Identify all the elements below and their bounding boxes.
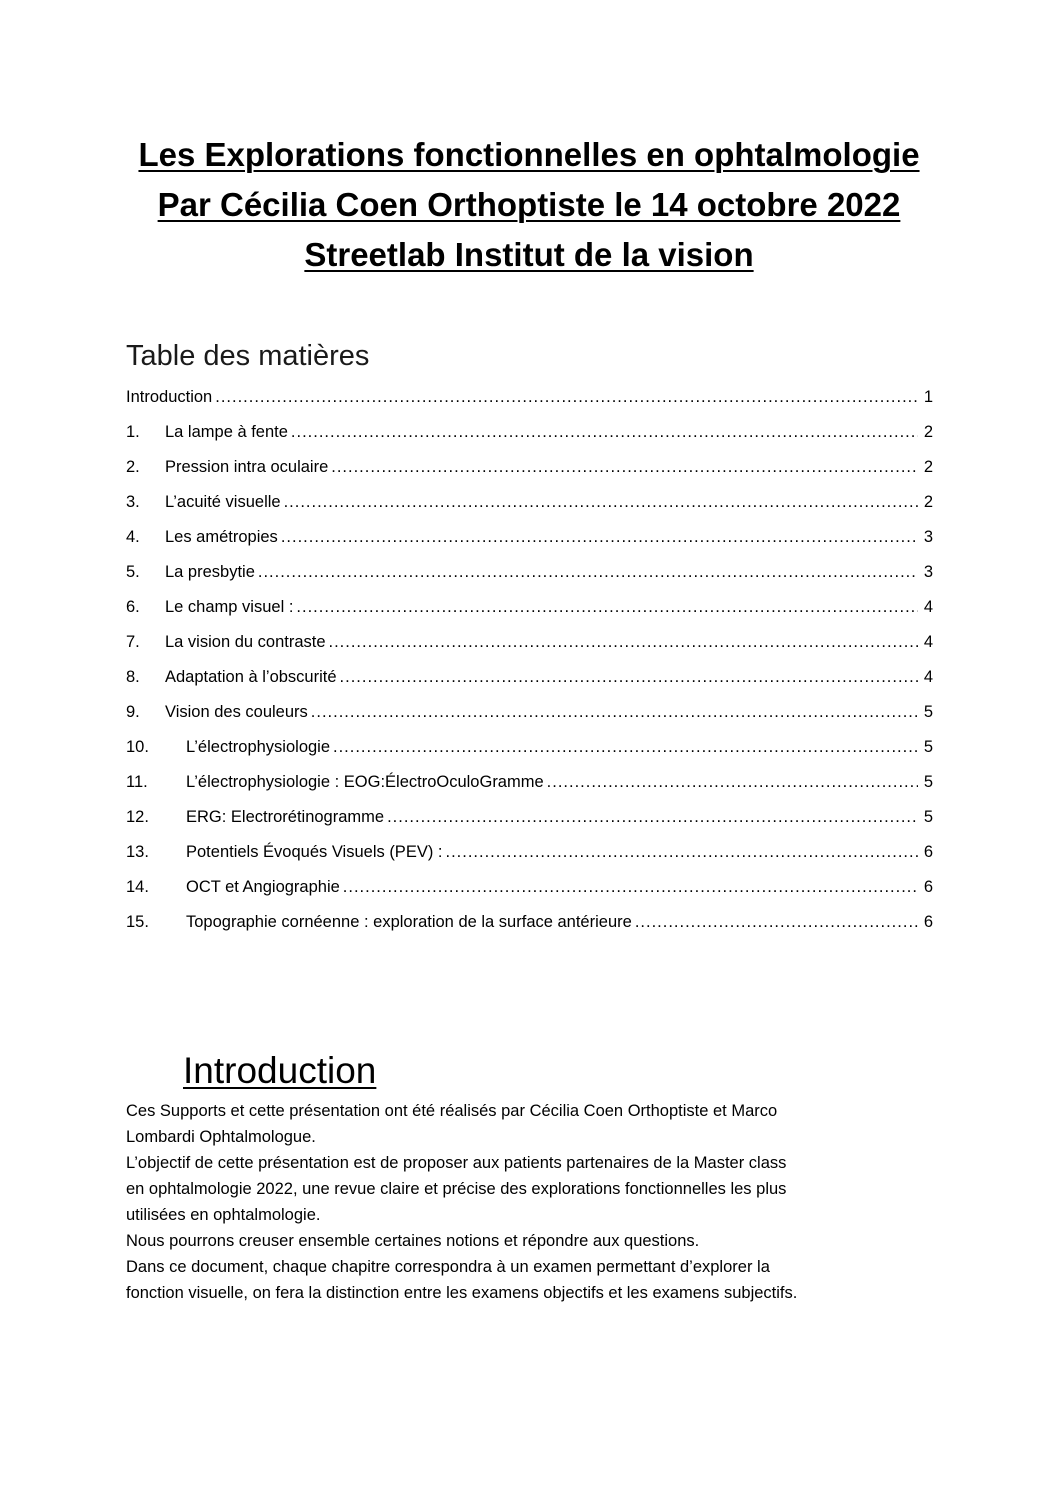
toc-entry-page: 2 [923, 493, 933, 511]
introduction-line: Ces Supports et cette présentation ont été réalisés par Cécilia Coen Orthoptiste et Marco [126, 1102, 778, 1120]
toc-entry-page: 4 [923, 598, 933, 616]
title-line-2: Par Cécilia Coen Orthoptiste le 14 octobre 2022 [157, 186, 901, 223]
toc-entry-number: 3. [126, 493, 140, 511]
toc-entry-label: Le champ visuel : [165, 598, 294, 616]
toc-dot-leader [547, 773, 918, 792]
toc-entry-page: 4 [923, 668, 933, 686]
toc-entry-5[interactable] [126, 555, 933, 590]
toc-dot-leader [329, 633, 918, 652]
toc-entry-6[interactable] [126, 590, 933, 625]
toc-entry-label: Vision des couleurs [165, 703, 308, 721]
toc-entry-page: 5 [923, 738, 933, 756]
toc-entry-label: L’acuité visuelle [165, 493, 281, 511]
toc-entry-14[interactable] [126, 870, 933, 905]
toc-entry-page: 6 [923, 878, 933, 896]
toc-entry-number: 11. [126, 773, 148, 791]
toc-entry-13[interactable] [126, 835, 933, 870]
toc-entry-label: ERG: Electrorétinogramme [186, 808, 385, 826]
introduction-line: Lombardi Ophtalmologue. [126, 1128, 316, 1146]
toc-dot-leader [284, 493, 918, 512]
toc-entry-label: L’électrophysiologie [186, 738, 331, 756]
introduction-line: en ophtalmologie 2022, une revue claire et précise des explorations fonctionnelles les plus [126, 1180, 787, 1198]
toc-entry-page: 4 [923, 633, 933, 651]
toc-entry-introduction[interactable] [126, 380, 933, 415]
toc-entry-number: 1. [126, 423, 140, 441]
title-line-3: Streetlab Institut de la vision [304, 236, 754, 273]
toc-entry-number: 12. [126, 808, 149, 826]
toc-entry-10[interactable] [126, 730, 933, 765]
introduction-line: utilisées en ophtalmologie. [126, 1206, 321, 1224]
toc-entry-page: 3 [923, 563, 933, 581]
introduction-body [126, 1098, 946, 1306]
toc-entry-8[interactable] [126, 660, 933, 695]
toc-entry-number: 10. [126, 738, 149, 756]
toc-entry-number: 14. [126, 878, 149, 896]
toc-entry-label: OCT et Angiographie [186, 878, 340, 896]
toc-entry-7[interactable] [126, 625, 933, 660]
toc-entry-page: 1 [923, 388, 933, 406]
introduction-line: Nous pourrons creuser ensemble certaines notions et répondre aux questions. [126, 1232, 700, 1250]
toc-dot-leader [311, 703, 918, 722]
toc-dot-leader [258, 563, 918, 582]
toc-dot-leader [333, 738, 918, 757]
toc-dot-leader [446, 843, 919, 862]
toc-entry-label: La lampe à fente [165, 423, 288, 441]
toc-dot-leader [281, 528, 918, 547]
toc-entry-page: 5 [923, 773, 933, 791]
title-line-1: Les Explorations fonctionnelles en ophtalmologie [138, 136, 920, 173]
introduction-line: L’objectif de cette présentation est de proposer aux patients partenaires de la Master class [126, 1154, 787, 1172]
toc-entry-page: 2 [923, 458, 933, 476]
toc-dot-leader [215, 388, 918, 407]
toc-dot-leader [296, 598, 918, 617]
toc-dot-leader [387, 808, 918, 827]
toc-entry-number: 9. [126, 703, 140, 721]
toc-entry-label: L’électrophysiologie : EOG:ÉlectroOculoGramme [186, 773, 544, 791]
introduction-line: Dans ce document, chaque chapitre correspondra à un examen permettant d’explorer la [126, 1258, 770, 1276]
toc-heading: Table des matières [126, 340, 370, 372]
document-title [60, 130, 998, 280]
toc-entry-label: La presbytie [165, 563, 255, 581]
toc-entry-1[interactable] [126, 415, 933, 450]
toc-entry-label: Potentiels Évoqués Visuels (PEV) : [186, 843, 443, 861]
toc-dot-leader [340, 668, 918, 687]
toc-entry-label: Introduction [126, 388, 213, 406]
toc-entry-page: 5 [923, 808, 933, 826]
toc-entry-11[interactable] [126, 765, 933, 800]
toc-entry-label: Pression intra oculaire [165, 458, 329, 476]
toc-entry-4[interactable] [126, 520, 933, 555]
toc-entry-label: Topographie cornéenne : exploration de la surface antérieure [186, 913, 632, 931]
toc-entry-label: La vision du contraste [165, 633, 326, 651]
toc-entry-number: 5. [126, 563, 140, 581]
toc-dot-leader [291, 423, 918, 442]
toc-entry-12[interactable] [126, 800, 933, 835]
toc-dot-leader [343, 878, 918, 897]
toc-entry-number: 2. [126, 458, 140, 476]
introduction-line: fonction visuelle, on fera la distinction entre les examens objectifs et les examens subjectifs. [126, 1284, 798, 1302]
toc-entry-2[interactable] [126, 450, 933, 485]
toc-entry-page: 6 [923, 913, 933, 931]
toc-entry-label: Adaptation à l’obscurité [165, 668, 337, 686]
introduction-heading: Introduction [183, 1050, 377, 1091]
toc-entry-number: 15. [126, 913, 149, 931]
toc-entry-number: 4. [126, 528, 140, 546]
toc-entry-page: 6 [923, 843, 933, 861]
toc-entry-number: 7. [126, 633, 140, 651]
toc-dot-leader [635, 913, 918, 932]
toc-entry-15[interactable] [126, 905, 933, 940]
toc-entry-number: 6. [126, 598, 140, 616]
toc-entry-3[interactable] [126, 485, 933, 520]
toc-entry-page: 3 [923, 528, 933, 546]
toc-entry-page: 2 [923, 423, 933, 441]
toc-entry-number: 13. [126, 843, 149, 861]
toc-entry-page: 5 [923, 703, 933, 721]
toc-entry-label: Les amétropies [165, 528, 278, 546]
table-of-contents [126, 380, 933, 940]
toc-dot-leader [331, 458, 918, 477]
toc-entry-number: 8. [126, 668, 140, 686]
toc-entry-9[interactable] [126, 695, 933, 730]
